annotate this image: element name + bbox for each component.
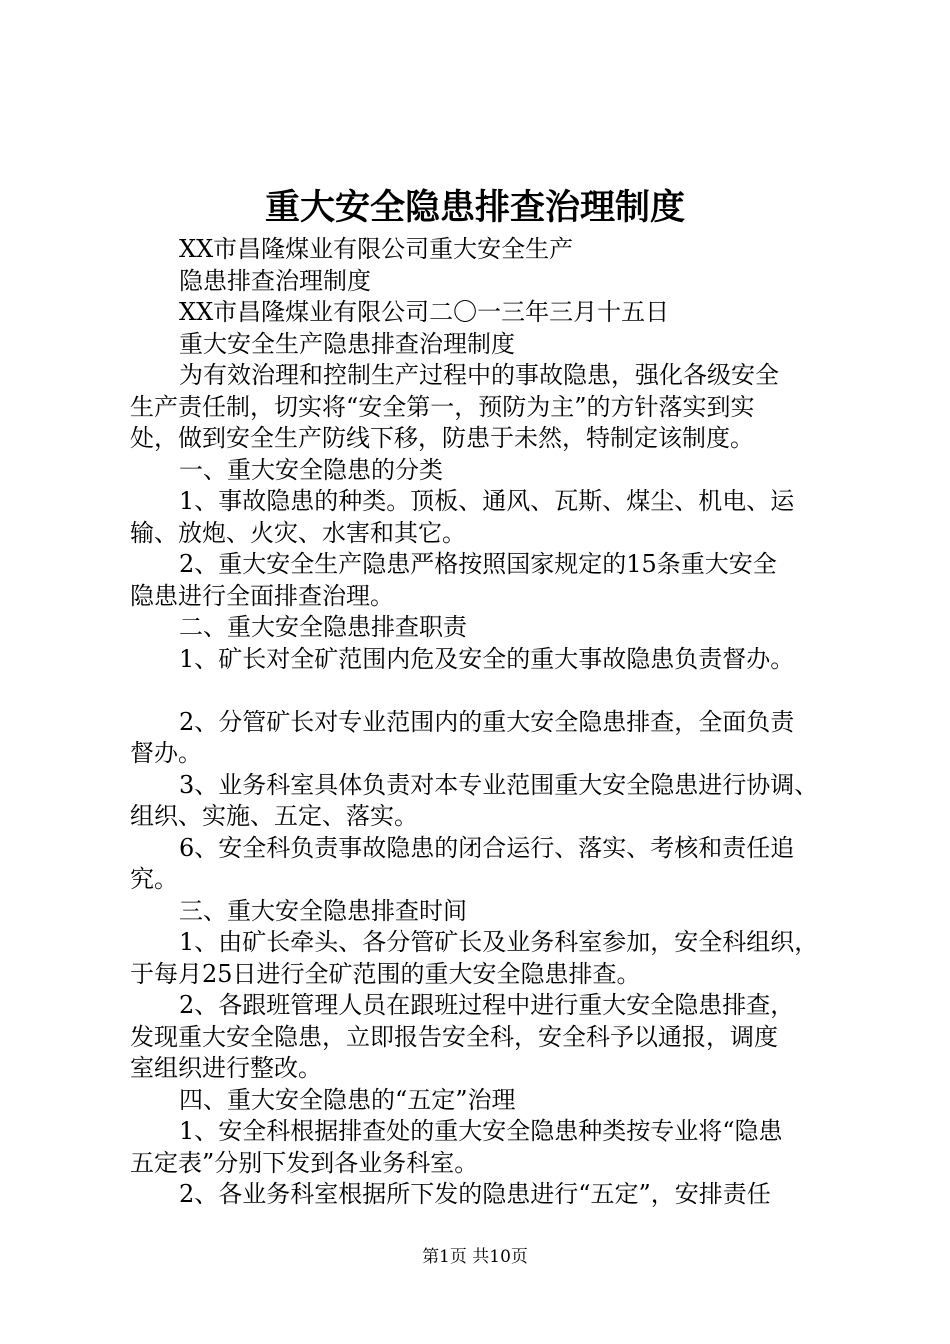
body-text-line: 1、安全科根据排查处的重大安全隐患种类按专业将“隐患 [179,1117,783,1145]
body-text-line: 督办。 [130,739,202,767]
body-text-line: 一、重大安全隐患的分类 [179,455,443,484]
body-text-line: 发现重大安全隐患，立即报告安全科，安全科予以通报，调度 [130,1022,778,1051]
body-text-line: 二、重大安全隐患排查职责 [179,613,467,641]
body-text-line: 处，做到安全生产防线下移，防患于未然，特制定该制度。 [130,424,754,452]
body-text-line: 2、重大安全生产隐患严格按照国家规定的15条重大安全 [179,550,777,578]
body-text-line: XX市昌隆煤业有限公司二〇一三年三月十五日 [179,298,670,326]
document-title: 重大安全隐患排查治理制度 [264,187,685,228]
body-text-line: 于每月25日进行全矿范围的重大安全隐患排查。 [130,959,641,988]
body-text-line: 3、业务科室具体负责对本专业范围重大安全隐患进行协调、 [179,770,819,799]
body-text-line: 2、分管矿长对专业范围内的重大安全隐患排查，全面负责 [179,707,795,736]
body-text-line: 四、重大安全隐患的“五定”治理 [179,1085,516,1114]
body-text-line: 室组织进行整改。 [130,1054,322,1082]
body-text-line: 隐患排查治理制度 [179,266,371,295]
body-text-line: 1、由矿长牵头、各分管矿长及业务科室参加，安全科组织， [179,928,819,956]
body-text-line: 三、重大安全隐患排查时间 [179,896,467,925]
body-text-line: 1、矿长对全矿范围内危及安全的重大事故隐患负责督办。 [179,644,795,673]
body-text-line: 为有效治理和控制生产过程中的事故隐患，强化各级安全 [179,361,779,389]
blank-line [130,675,850,707]
body-text-line: 1、事故隐患的种类。顶板、通风、瓦斯、煤尘、机电、运 [179,487,795,515]
body-text-line: 五定表”分别下发到各业务科室。 [130,1148,479,1177]
body-text-line: 重大安全生产隐患排查治理制度 [179,329,515,358]
document-body [130,234,850,1211]
page-footer: 第1页 共10页 [422,1247,528,1267]
body-text-line: 输、放炮、火灾、水害和其它。 [130,518,466,547]
body-text-line: 隐患进行全面排查治理。 [130,581,394,610]
body-text-line: 6、安全科负责事故隐患的闭合运行、落实、考核和责任追 [179,833,795,862]
body-text-line: XX市昌隆煤业有限公司重大安全生产 [179,235,574,263]
body-text-line: 2、各业务科室根据所下发的隐患进行“五定”，安排责任 [179,1180,771,1208]
body-text-line: 生产责任制，切实将“安全第一，预防为主”的方针落实到实 [130,392,755,421]
body-text-line: 2、各跟班管理人员在跟班过程中进行重大安全隐患排查， [179,991,795,1019]
body-text-line: 究。 [130,865,178,893]
body-text-line: 组织、实施、五定、落实。 [130,802,418,830]
